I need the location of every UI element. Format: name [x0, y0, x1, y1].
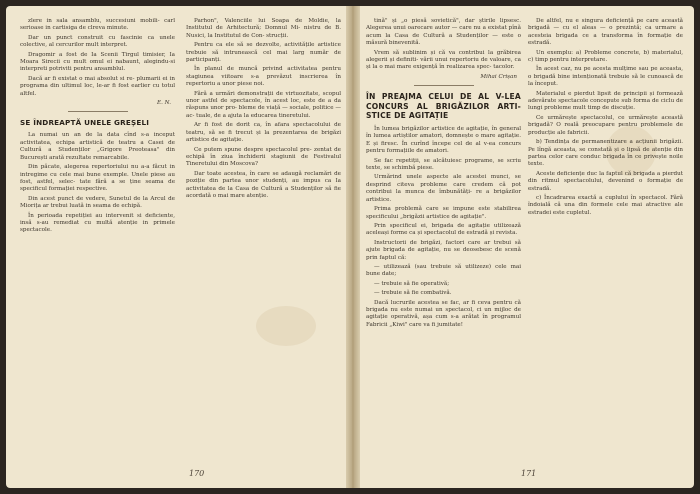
section-divider	[68, 111, 128, 112]
paragraph: Dar un punct construit cu fascinie ca unele colective, al cercurilor mult interpret.	[20, 34, 175, 49]
list-item: — trebuie să fie combativă.	[374, 290, 452, 297]
left-column-2	[186, 18, 341, 202]
paragraph: Parhon", Valenciile lui Soapa de Moldie, la Institutul de Arhitectură; Domnul Mi- nistru de B. Nusici, la Institutul de Con- strucții.	[186, 18, 341, 39]
paragraph: Din acest punct de vedere, Sunetul de la Arcul de Miorița ar trebui luată in seama de echipă.	[20, 195, 175, 210]
paragraph: Ce putem spune despre spectacolul pre- zentat de echipă în ziua închiderii stagiunii de Festivalul Tineretului din Moscova?	[186, 146, 341, 168]
left-column-1	[20, 18, 175, 237]
paragraph: Se fac repetiții, se alcătuiesc programe, se scriu texte, se schimbă piese.	[366, 157, 521, 172]
right-column-1	[366, 18, 521, 331]
paragraph: Dragomir a fost de Ia Scenii Tirgul timisier, Ia Moara Sirecii cu mult omul ei nabaunt, alegindu-si interpreti potriviti pentru ansamblul.	[20, 51, 175, 73]
book-gutter	[346, 6, 360, 488]
paragraph: Materialul e pierdut lipsit de principii și formează adevărate spectacole concepute sub forma de ciclu de lungi probleme mult timp de discuție.	[528, 90, 683, 112]
section-divider	[414, 85, 474, 86]
paragraph: În acest caz, nu pe acesta mulțime sau pe aceasta, o brigadă bine intenționată trebuie să le cunoască de la început.	[528, 66, 683, 88]
paragraph: În lumea brigăzilor artistice de agitație, în general în lumea artiștilor amatori, domnește o mare agitație. E și firesc. În curînd începe cel de al v-ea concurs pentru formațiile de amatori.	[366, 126, 521, 155]
right-column-2	[528, 18, 683, 219]
paragraph: tină" și „o piesă sovietică", dar știrile lipsesc. Alegerea unui oarecare autor — care nu a existat pînă acum la Casa de Cultură a Studenților — este o măsură binevenită.	[366, 18, 521, 47]
paragraph: În perioada repetiției au intervenit si deficiente, insă s-au remediat cu multă atenție in primele spectacole.	[20, 212, 175, 234]
paragraph: De altfel, nu e singura deficiență pe care această brigadă — cu el aleas — o prezintă; ca urmare a acesteia brigada ce a transforma în formație de estradă.	[528, 18, 683, 47]
paragraph: Urmărind unele aspecte ale acestei munci, se desprind citeva probleme care credem că pot contribui la munca de îmbunătăți- re a brigăzilor artistice.	[366, 174, 521, 203]
paragraph: În planul de muncă privind activitatea pentru stagiunea viitoare s-a prevăzut inscrierea în repertoriu a unor piese noi.	[186, 66, 341, 88]
paragraph: Pentru ca ele să se dezvolte, activitățile artistice trebuie să intrunească cel mai larg număr de participanți.	[186, 42, 341, 64]
paragraph: Prin specificul ei, brigada de agitație utilizează aceleași forme ca și spectacolul de estradă și revista.	[366, 222, 521, 237]
author-signature: Mihai Crișan	[480, 73, 517, 80]
paragraph: Prima problemă care se impune este stabilirea specificului „brigăzii artistice de agitație".	[366, 206, 521, 220]
paragraph: Un exemplu: a) Probleme concrete, b) materialul, c) timp pentru interpretare.	[528, 49, 683, 64]
section-heading: SE ÎNDREAPTĂ UNELE GREȘELI	[20, 118, 150, 128]
paragraph: La numai un an de la data cînd s-a inceput activitatea, echipa artistică de teatru a Casei de Cultură a Studenților „Grigore Preoteasa" din București arată rezultate remarcabile.	[20, 132, 175, 161]
paragraph: Fără a urmări demonstrații de virtuozitate, scopul unor astfel de spectacole, în acest loc, este de a da răspuns unor pro- bleme de viață — sociale, politice — ac- tuale, de a ajuta la educarea tineretului.	[186, 90, 341, 119]
page-number-left: 170	[189, 469, 205, 478]
list-item: — utilizează (sau trebuie să utilizeze) cele mai bune date;	[366, 263, 521, 278]
paragraph: Din păcate, alegerea repertoriului nu a-a făcut in intregime cu cele mai bune exemple. Unele piese au fost, astfel, selec- tate fără a se ține seama de specificul formației respective.	[20, 164, 175, 193]
paragraph: zlere in sala ansamblu, succesiuni mobili- carl serioase in cartisiga de clreva minute.	[20, 18, 175, 32]
paragraph: Aceste deficiențe duc la faptul că brigada a pierdut din ritmul spectacolului, devenind o formație de estradă.	[528, 170, 683, 192]
paragraph: Vrem să sublinim și că va contribui la grăbirea alegerii și definiti- vării unui repertoriu de valoare, ca și la o mai mare exigență în realizarea spec- tacolor.	[366, 49, 521, 71]
paragraph: Ar fi fost de dorit ca, în afara spectacolului de teatru, să se fi trecut și la prezentarea de brigăzi artistice de agitație.	[186, 122, 341, 144]
list-item: — trebuie să fie operativă;	[374, 280, 450, 287]
paragraph: Instructorii de brigăzi, factori care ar trebui să ajute brigada de agitație, nu se deosebesc de scenă prin faptul că:	[366, 239, 521, 261]
paragraph: b) Tendința de permanentizare a acțiunii brigăzii. Pe lîngă aceasta, se constată și o lipsă de atenție din partea celor care conduc brigada în ce privește noile texte.	[528, 139, 683, 168]
paragraph: Dacă ar fi existat o mai absolut si re- plumarii ei in programa din ultimul loc, le-ar fi fost earlier cu totul altfel.	[20, 75, 175, 97]
paragraph: Dacă lucrurile acestea se fac, ar fi ceva pentru că brigada nu este numai un spectacol, ci un mijloc de agitație operativă, așa cum s-a arătat în programul Fabricii „Kiwi" care va fi jumitate!	[366, 299, 521, 328]
paragraph: Ce urmărește spectacolul, ce urmărește această brigadă? O reală preocupare pentru problemele de producție ale fabricii.	[528, 114, 683, 136]
author-signature: E. N.	[157, 100, 171, 107]
right-page	[362, 14, 684, 482]
paragraph: Dar toate acestea, în care se adaugă reclamări de poziție din partea unor studenți, au impus ca Ia activitatea de la Casa de Cultură a Studenților să fie acordată o mai mare atenție.	[186, 170, 341, 199]
book-spread	[6, 6, 694, 488]
left-page	[16, 14, 346, 482]
paragraph: c) Încadrarea exactă a cuplului în spectacol. Fără îndoială că una din formele cele mai atractive ale estradei este cupletul.	[528, 194, 683, 216]
page-number-right: 171	[521, 469, 537, 478]
section-heading: ÎN PREAJMA CELUI DE AL V-LEA CONCURS AL BRIGĂZILOR ARTI- STICE DE AGITAȚIE	[366, 92, 521, 121]
